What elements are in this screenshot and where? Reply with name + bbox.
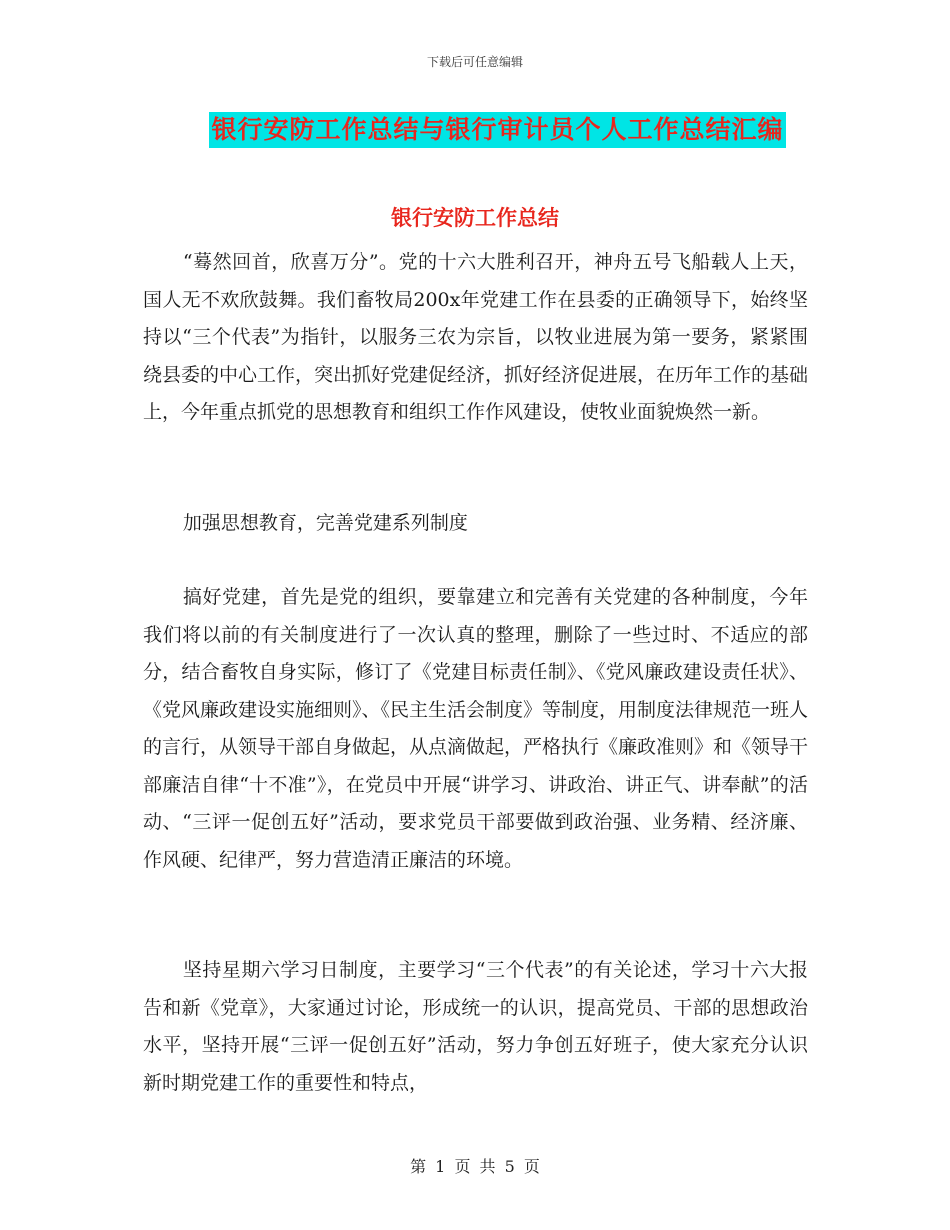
paragraph-subheading: 加强思想教育，完善党建系列制度 — [182, 512, 468, 534]
document-title: 银行安防工作总结与银行审计员个人工作总结汇编 — [209, 112, 785, 148]
paragraph-party-system: 搞好党建，首先是党的组织，要靠建立和完善有关党建的各种制度，今年我们将以前的有关制度进行了一次认真的整理，删除了一些过时、不适应的部分，结合畜牧自身实际，修订了《党建目标责任制》、《党风廉政建设责任状》、《党风廉政建设实施细则》、《民主生活会制度》等制度，用制度法律规范一班人的言行，从领导干部自身做起，从点滴做起，严格执行《廉政准则》和《领导干部廉洁自律“十不准”》，在党员中开展“讲学习、讲政治、讲正气、讲奉献”的活动、“三评一促创五好”活动，要求党员干部要做到政治强、业务精、经济廉、作风硬、纪律严，努力营造清正廉洁的环境。 — [143, 586, 809, 871]
paragraph-intro: “蓦然回首，欣喜万分”。党的十六大胜利召开，神舟五号飞船载人上天，国人无不欢欣鼓舞。我们畜牧局200x年党建工作在县委的正确领导下，始终坚持以“三个代表”为指针，以服务三农为宗旨，以牧业进展为第一要务，紧紧围绕县委的中心工作，突出抓好党建促经济，抓好经济促进展，在历年工作的基础上，今年重点抓党的思想教育和组织工作作风建设，使牧业面貌焕然一新。 — [143, 251, 809, 423]
section-title: 银行安防工作总结 — [391, 205, 559, 230]
paragraph-study-day: 坚持星期六学习日制度，主要学习“三个代表”的有关论述，学习十六大报告和新《党章》，大家通过讨论，形成统一的认识，提高党员、干部的思想政治水平，坚持开展“三评一促创五好”活动，努力争创五好班子，使大家充分认识新时期党建工作的重要性和特点， — [143, 959, 808, 1094]
document-title-container — [0, 112, 950, 148]
page-number-footer: 第 1 页 共 5 页 — [410, 1157, 540, 1176]
page-header-note: 下载后可任意编辑 — [426, 55, 523, 69]
